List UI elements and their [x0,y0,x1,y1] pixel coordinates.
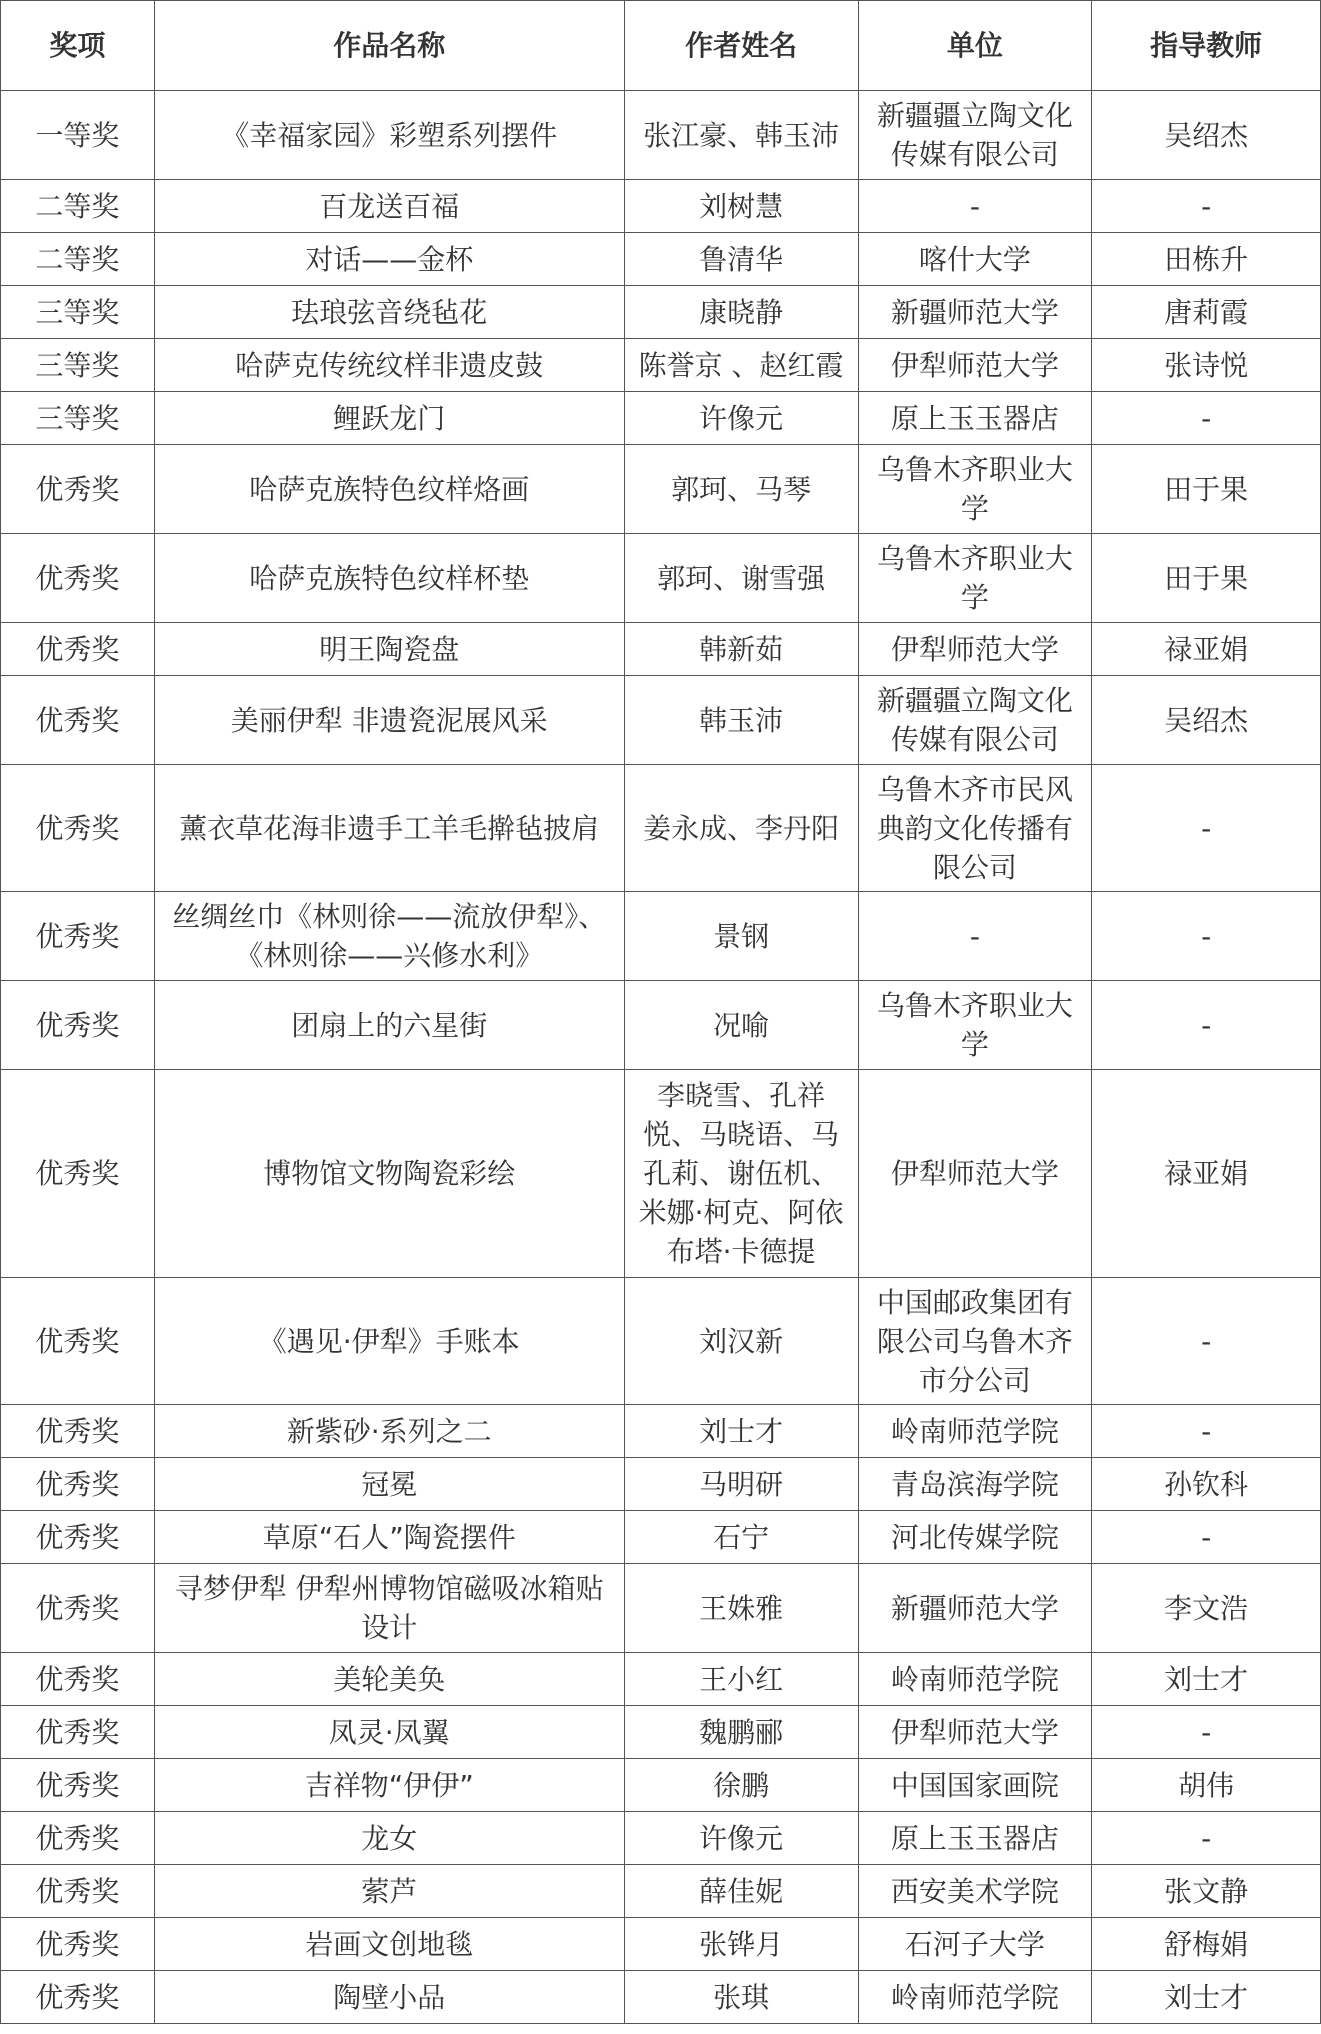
cell-award: 优秀奖 [1,676,155,765]
cell-author: 薛佳妮 [624,1865,858,1918]
cell-award: 二等奖 [1,180,155,233]
table-row [1,623,1321,676]
cell-organization: 新疆师范大学 [858,286,1092,339]
cell-work-title: 美轮美奂 [154,1653,624,1706]
cell-work-title: 萦芦 [154,1865,624,1918]
header-award: 奖项 [1,1,155,91]
cell-organization: 乌鲁木齐职业大学 [858,981,1092,1070]
cell-organization: 新疆疆立陶文化传媒有限公司 [858,676,1092,765]
cell-award: 优秀奖 [1,892,155,981]
table-row [1,1511,1321,1564]
cell-author: 韩新茹 [624,623,858,676]
cell-advisor: 张文静 [1092,1865,1321,1918]
cell-author: 马明研 [624,1458,858,1511]
cell-advisor: 刘士才 [1092,1971,1321,2024]
cell-organization: 岭南师范学院 [858,1971,1092,2024]
cell-award: 优秀奖 [1,1812,155,1865]
cell-author: 郭珂、马琴 [624,445,858,534]
table-row [1,233,1321,286]
table-row [1,1458,1321,1511]
header-organization: 单位 [858,1,1092,91]
cell-author: 张琪 [624,1971,858,2024]
cell-advisor: 李文浩 [1092,1564,1321,1653]
table-row [1,1759,1321,1812]
cell-advisor: 孙钦科 [1092,1458,1321,1511]
cell-award: 优秀奖 [1,1070,155,1278]
cell-advisor: - [1092,1812,1321,1865]
table-row [1,1405,1321,1458]
cell-award: 优秀奖 [1,534,155,623]
cell-award: 三等奖 [1,286,155,339]
cell-advisor: - [1092,981,1321,1070]
cell-advisor: 张诗悦 [1092,339,1321,392]
cell-organization: 伊犁师范大学 [858,1706,1092,1759]
cell-author: 张铧月 [624,1918,858,1971]
cell-work-title: 珐琅弦音绕毡花 [154,286,624,339]
cell-organization: 河北传媒学院 [858,1511,1092,1564]
cell-organization: 青岛滨海学院 [858,1458,1092,1511]
cell-advisor: - [1092,180,1321,233]
table-row [1,180,1321,233]
cell-organization: 伊犁师范大学 [858,339,1092,392]
cell-award: 优秀奖 [1,1759,155,1812]
cell-advisor: 禄亚娟 [1092,1070,1321,1278]
cell-advisor: - [1092,1278,1321,1405]
cell-organization: 伊犁师范大学 [858,1070,1092,1278]
cell-work-title: 吉祥物“伊伊” [154,1759,624,1812]
cell-work-title: 团扇上的六星街 [154,981,624,1070]
cell-work-title: 哈萨克传统纹样非遗皮鼓 [154,339,624,392]
cell-award: 优秀奖 [1,1405,155,1458]
cell-author: 郭珂、谢雪强 [624,534,858,623]
cell-organization: 乌鲁木齐职业大学 [858,534,1092,623]
cell-advisor: 吴绍杰 [1092,91,1321,180]
cell-advisor: 禄亚娟 [1092,623,1321,676]
cell-award: 优秀奖 [1,1706,155,1759]
cell-author: 许像元 [624,1812,858,1865]
cell-organization: 石河子大学 [858,1918,1092,1971]
cell-award: 优秀奖 [1,1971,155,2024]
cell-author: 张江豪、韩玉沛 [624,91,858,180]
cell-work-title: 寻梦伊犁 伊犁州博物馆磁吸冰箱贴设计 [154,1564,624,1653]
cell-award: 一等奖 [1,91,155,180]
cell-award: 优秀奖 [1,1653,155,1706]
cell-award: 优秀奖 [1,1511,155,1564]
table-row [1,676,1321,765]
cell-author: 况喻 [624,981,858,1070]
cell-work-title: 丝绸丝巾《林则徐——流放伊犁》、《林则徐——兴修水利》 [154,892,624,981]
table-row [1,339,1321,392]
cell-organization: 乌鲁木齐职业大学 [858,445,1092,534]
cell-author: 许像元 [624,392,858,445]
cell-organization: 中国国家画院 [858,1759,1092,1812]
cell-work-title: 凤灵·凤翼 [154,1706,624,1759]
table-row [1,1918,1321,1971]
table-row [1,1653,1321,1706]
table-row [1,286,1321,339]
cell-work-title: 新紫砂·系列之二 [154,1405,624,1458]
header-row [1,1,1321,91]
cell-author: 李晓雪、孔祥悦、马晓语、马孔莉、谢伍机、米娜·柯克、阿依布塔·卡德提 [624,1070,858,1278]
table-row [1,1278,1321,1405]
cell-award: 优秀奖 [1,445,155,534]
cell-award: 优秀奖 [1,1918,155,1971]
cell-advisor: 田于果 [1092,445,1321,534]
cell-advisor: - [1092,392,1321,445]
table-row [1,1564,1321,1653]
cell-work-title: 薰衣草花海非遗手工羊毛擀毡披肩 [154,765,624,892]
cell-advisor: 胡伟 [1092,1759,1321,1812]
cell-author: 景钢 [624,892,858,981]
cell-author: 姜永成、李丹阳 [624,765,858,892]
table-row [1,1971,1321,2024]
cell-organization: 原上玉玉器店 [858,392,1092,445]
table-row [1,1706,1321,1759]
cell-author: 王姝雅 [624,1564,858,1653]
cell-award: 优秀奖 [1,1458,155,1511]
cell-organization: - [858,180,1092,233]
cell-work-title: 美丽伊犁 非遗瓷泥展风采 [154,676,624,765]
table-row [1,91,1321,180]
cell-advisor: - [1092,1706,1321,1759]
cell-author: 陈誉京 、赵红霞 [624,339,858,392]
cell-work-title: 百龙送百福 [154,180,624,233]
cell-work-title: 鲤跃龙门 [154,392,624,445]
cell-work-title: 龙女 [154,1812,624,1865]
cell-organization: 原上玉玉器店 [858,1812,1092,1865]
cell-work-title: 草原“石人”陶瓷摆件 [154,1511,624,1564]
cell-award: 三等奖 [1,392,155,445]
cell-organization: 新疆师范大学 [858,1564,1092,1653]
cell-advisor: 田于果 [1092,534,1321,623]
cell-advisor: 唐莉霞 [1092,286,1321,339]
cell-advisor: - [1092,892,1321,981]
cell-award: 优秀奖 [1,765,155,892]
table-row [1,392,1321,445]
cell-author: 王小红 [624,1653,858,1706]
cell-award: 优秀奖 [1,1865,155,1918]
cell-author: 刘汉新 [624,1278,858,1405]
table-row [1,1865,1321,1918]
cell-work-title: 哈萨克族特色纹样杯垫 [154,534,624,623]
cell-advisor: 刘士才 [1092,1653,1321,1706]
cell-advisor: 舒梅娟 [1092,1918,1321,1971]
cell-author: 徐鹏 [624,1759,858,1812]
cell-organization: 喀什大学 [858,233,1092,286]
cell-work-title: 陶壁小品 [154,1971,624,2024]
cell-work-title: 明王陶瓷盘 [154,623,624,676]
table-row [1,765,1321,892]
cell-organization: 岭南师范学院 [858,1405,1092,1458]
cell-organization: 中国邮政集团有限公司乌鲁木齐市分公司 [858,1278,1092,1405]
table-row [1,892,1321,981]
table-row [1,445,1321,534]
table-row [1,981,1321,1070]
cell-work-title: 哈萨克族特色纹样烙画 [154,445,624,534]
header-author: 作者姓名 [624,1,858,91]
cell-award: 优秀奖 [1,1278,155,1405]
cell-author: 康晓静 [624,286,858,339]
cell-author: 韩玉沛 [624,676,858,765]
cell-work-title: 冠冕 [154,1458,624,1511]
table-row [1,1812,1321,1865]
cell-advisor: 田栋升 [1092,233,1321,286]
table-row [1,1070,1321,1278]
cell-work-title: 博物馆文物陶瓷彩绘 [154,1070,624,1278]
cell-organization: - [858,892,1092,981]
cell-author: 石宁 [624,1511,858,1564]
cell-award: 优秀奖 [1,1564,155,1653]
cell-advisor: - [1092,1405,1321,1458]
cell-organization: 西安美术学院 [858,1865,1092,1918]
cell-award: 三等奖 [1,339,155,392]
cell-award: 优秀奖 [1,981,155,1070]
cell-work-title: 对话——金杯 [154,233,624,286]
table-row [1,534,1321,623]
cell-work-title: 《幸福家园》彩塑系列摆件 [154,91,624,180]
cell-award: 二等奖 [1,233,155,286]
cell-author: 魏鹏郦 [624,1706,858,1759]
cell-organization: 乌鲁木齐市民风典韵文化传播有限公司 [858,765,1092,892]
cell-advisor: - [1092,1511,1321,1564]
header-advisor: 指导教师 [1092,1,1321,91]
header-work-title: 作品名称 [154,1,624,91]
cell-author: 刘士才 [624,1405,858,1458]
cell-work-title: 岩画文创地毯 [154,1918,624,1971]
cell-award: 优秀奖 [1,623,155,676]
cell-organization: 伊犁师范大学 [858,623,1092,676]
cell-author: 鲁清华 [624,233,858,286]
cell-author: 刘树慧 [624,180,858,233]
cell-work-title: 《遇见·伊犁》手账本 [154,1278,624,1405]
cell-advisor: - [1092,765,1321,892]
cell-organization: 新疆疆立陶文化传媒有限公司 [858,91,1092,180]
cell-advisor: 吴绍杰 [1092,676,1321,765]
cell-organization: 岭南师范学院 [858,1653,1092,1706]
